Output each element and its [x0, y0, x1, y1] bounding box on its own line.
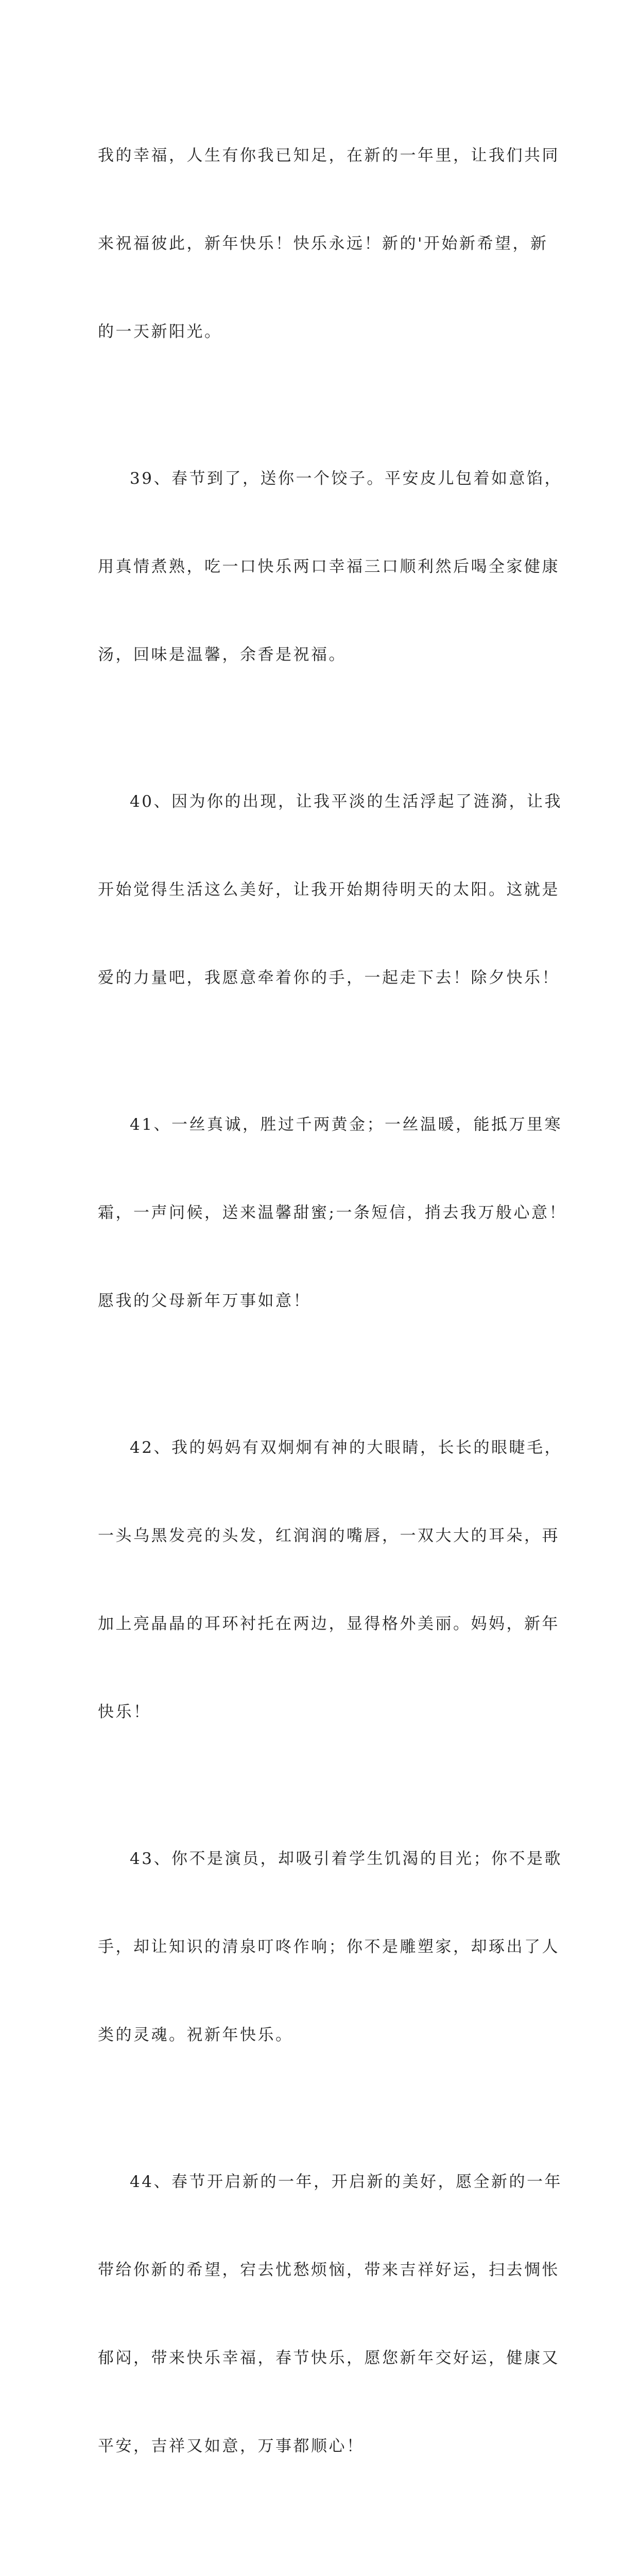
paragraph-41 — [98, 1052, 567, 1375]
text-line: 类的灵魂。祝新年快乐。 — [98, 2026, 293, 2044]
text-line: 来祝福彼此，新年快乐！快乐永远！新的'开始新希望，新 — [98, 234, 548, 253]
paragraph-continuation — [98, 82, 560, 405]
text-line: 44、春节开启新的一年，开启新的美好，愿全新的一年 — [130, 2173, 562, 2191]
text-line: 39、春节到了，送你一个饺子。平安皮儿包着如意馅， — [130, 469, 562, 488]
text-line: 43、你不是演员，却吸引着学生饥渴的目光；你不是歌 — [130, 1850, 562, 1868]
text-line: 郁闷，带来快乐幸福，春节快乐，愿您新年交好运，健康又 — [98, 2349, 560, 2367]
text-line: 手，却让知识的清泉叮咚作响；你不是雕塑家，却琢出了人 — [98, 1938, 560, 1956]
text-line: 一头乌黑发亮的头发，红润润的嘴唇，一双大大的耳朵，再 — [98, 1527, 560, 1545]
text-line: 愿我的父母新年万事如意！ — [98, 1292, 311, 1310]
text-line: 42、我的妈妈有双炯炯有神的大眼睛，长长的眼睫毛， — [130, 1438, 562, 1457]
paragraph-43 — [98, 1786, 562, 2109]
text-line: 41、一丝真诚，胜过千两黄金；一丝温暖，能抵万里寒 — [130, 1115, 562, 1134]
text-line: 我的幸福，人生有你我已知足，在新的一年里，让我们共同 — [98, 146, 560, 165]
text-line: 平安，吉祥又如意，万事都顺心！ — [98, 2437, 365, 2455]
text-line: 霜，一声问候，送来温馨甜蜜;一条短信，捎去我万般心意！ — [98, 1204, 567, 1222]
text-line: 用真情煮熟，吃一口快乐两口幸福三口顺利然后喝全家健康 — [98, 557, 560, 576]
paragraph-44 — [98, 2109, 562, 2520]
paragraph-39 — [98, 405, 562, 728]
paragraph-42 — [98, 1375, 562, 1786]
text-line: 快乐！ — [98, 1703, 151, 1721]
text-line: 的一天新阳光。 — [98, 323, 222, 341]
text-line: 汤，回味是温馨，余香是祝福。 — [98, 646, 347, 664]
text-line: 带给你新的希望，宕去忧愁烦恼，带来吉祥好运，扫去惆怅 — [98, 2261, 560, 2279]
text-line: 加上亮晶晶的耳环衬托在两边，显得格外美丽。妈妈，新年 — [98, 1615, 560, 1633]
text-line: 40、因为你的出现，让我平淡的生活浮起了涟漪，让我 — [130, 792, 562, 811]
text-line: 爱的力量吧，我愿意牵着你的手，一起走下去！除夕快乐！ — [98, 969, 560, 987]
text-line: 开始觉得生活这么美好，让我开始期待明天的太阳。这就是 — [98, 880, 560, 899]
document-body — [98, 82, 567, 2576]
paragraph-45 — [98, 2520, 541, 2576]
paragraph-40 — [98, 728, 562, 1052]
